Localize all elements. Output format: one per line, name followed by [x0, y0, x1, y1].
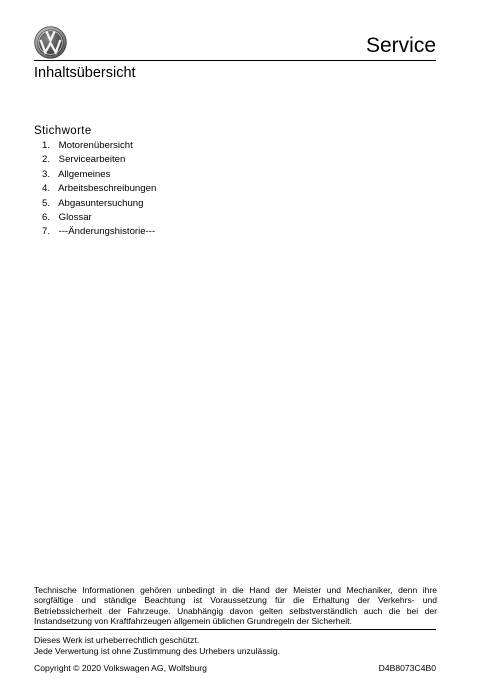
toc-item-number: 7. [42, 226, 51, 238]
table-of-contents [42, 139, 156, 240]
header-title: Service [365, 34, 436, 57]
toc-item [42, 139, 156, 153]
toc-item-number: 3. [42, 168, 51, 180]
toc-link-allgemeines[interactable]: Allgemeines [58, 168, 111, 180]
toc-link-aenderungshistorie[interactable]: ---Änderungshistorie--- [58, 226, 156, 238]
toc-item-number: 5. [42, 197, 51, 209]
header-divider [34, 60, 436, 61]
toc-item [42, 168, 156, 182]
toc-link-glossar[interactable]: Glossar [58, 211, 92, 223]
toc-link-servicearbeiten[interactable]: Servicearbeiten [58, 154, 126, 166]
copyright-notice-line: Jede Verwertung ist ohne Zustimmung des Urhebers unzulässig. [34, 645, 281, 656]
safety-disclaimer: Technische Informationen gehören unbedingt in die Hand der Meister und Mechaniker, denn ihre sorgfältige und ständige Beachtung ist Voraussetzung für die Erhaltung der Verkehrs- und Betriebssicherheit der Fahrzeuge. Unabhängig davon gelten selbstverständlich auch die bei der Instandsetzung von Kraftfahrzeugen allgemein üblichen Grundregeln der Sicherheit. [34, 585, 437, 626]
page-title: Inhaltsübersicht [34, 65, 136, 81]
copyright-notice [34, 635, 280, 656]
toc-link-motorenuebersicht[interactable]: Motorenübersicht [58, 140, 133, 151]
toc-item [42, 225, 156, 239]
toc-link-arbeitsbeschreibungen[interactable]: Arbeitsbeschreibungen [58, 183, 157, 195]
copyright-notice-line: Dieses Werk ist urheberrechtlich geschützt. [34, 635, 200, 645]
toc-item-number: 1. [42, 140, 51, 151]
toc-link-abgasuntersuchung[interactable]: Abgasuntersuchung [58, 197, 144, 209]
copyright: Copyright © 2020 Volkswagen AG, Wolfsburg [34, 663, 207, 673]
toc-item [42, 211, 156, 225]
footer-divider [34, 629, 436, 630]
toc-item [42, 197, 156, 211]
toc-item-number: 6. [42, 211, 51, 223]
toc-item [42, 182, 156, 196]
toc-item-number: 4. [42, 183, 51, 195]
toc-item-number: 2. [42, 154, 51, 166]
toc-item [42, 153, 156, 167]
toc-heading: Stichworte [34, 125, 92, 137]
volkswagen-logo-icon [34, 26, 67, 59]
document-code: D4B8073C4B0 [378, 663, 436, 673]
